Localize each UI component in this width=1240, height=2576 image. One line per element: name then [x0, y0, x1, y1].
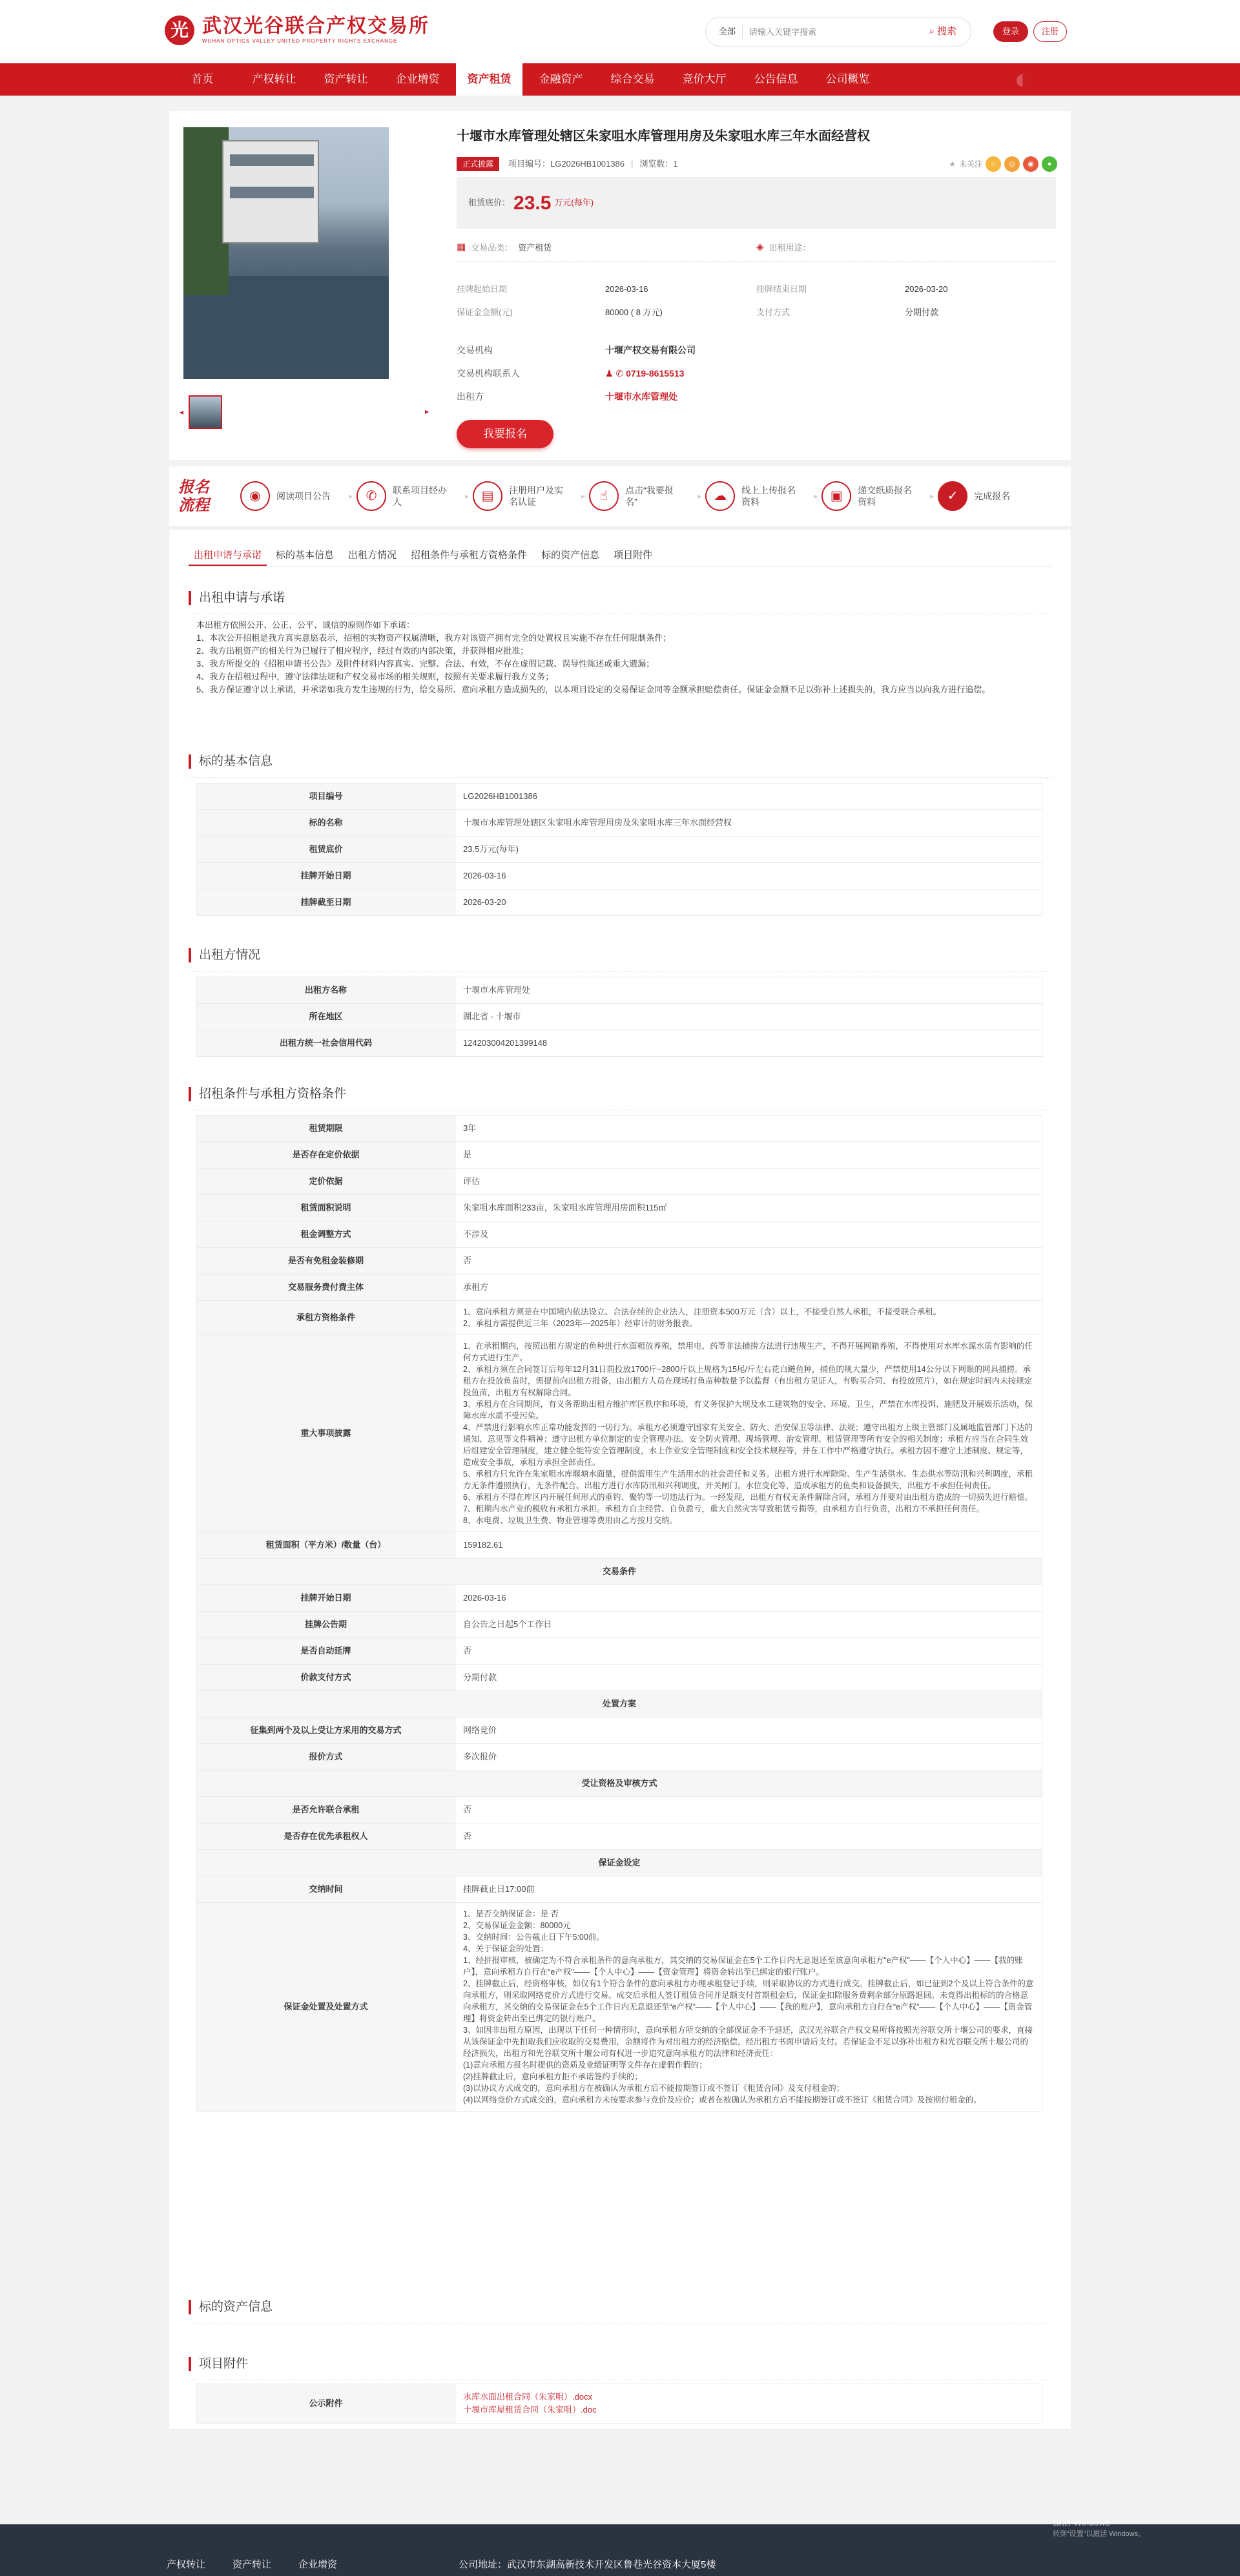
- purpose-icon: ◈: [756, 242, 764, 253]
- views-count: 1: [673, 159, 678, 169]
- windows-activation-watermark: 激活 Windows 转到“设置”以激活 Windows。: [1053, 2517, 1146, 2538]
- text-line: (1)意向承租方报名时提供的资质及业绩证明等文件存在虚假作假的；: [463, 2061, 707, 2070]
- section-title-promise: 出租申请与承诺: [189, 589, 285, 607]
- text-line: 1、经拼报审核，被确定为不符合承租条件的意向承租方，其交纳的交易保证金在5个工作日内无息退还至该意向承租方“e产权”——【个人中心】——【我的账户】，意向承租方自行在“e产权”——【个人中心】——【资金管理】将资金转出至已绑定的银行账户。: [463, 1956, 1023, 1977]
- flow-step-label: 完成报名: [974, 491, 1011, 501]
- row-value: 承租方: [455, 1274, 1042, 1301]
- flow-step-icon: ☝: [589, 481, 619, 511]
- flow-step-icon: ✆: [356, 481, 386, 511]
- flow-arrow-icon: ▸: [349, 492, 353, 501]
- row-value: 2026-03-16: [455, 863, 1042, 889]
- row-label: 挂牌公告期: [197, 1612, 455, 1638]
- row-label: 出租方统一社会信用代码: [197, 1030, 455, 1057]
- table-row: [197, 810, 1042, 836]
- table-row: [197, 1195, 1042, 1221]
- flow-step: [473, 481, 581, 511]
- attachment-link[interactable]: 十堰市库屋租赁合同（朱家咀）.doc: [463, 2405, 597, 2415]
- table-row: [197, 1142, 1042, 1169]
- row-value: 分期付款: [455, 1665, 1042, 1691]
- flow-step-icon: ▣: [822, 481, 851, 511]
- row-value: 朱家咀水库面积233亩，朱家咀水库管理用房面积115㎡: [455, 1195, 1042, 1221]
- follow-area: [949, 156, 1057, 172]
- text-line: 8、水电费、垃圾卫生费、物业管理等费用由乙方按月交纳。: [463, 1516, 677, 1525]
- detail-tab[interactable]: 出租方情况: [348, 550, 397, 561]
- row-label: 保证金处置及处置方式: [197, 1903, 455, 2112]
- table-row: [197, 977, 1042, 1004]
- promise-line: 4、我方在招租过程中，遵守法律法规和产权交易市场的相关规则，按照有关要求履行我方义务；: [196, 672, 554, 681]
- text-line: 1、在承租期内，按照出租方规定的鱼种进行水面粗放养殖，禁用电、药等非法捕捞方法进行违规生产，不得开展网箱养殖，不得使用对水库水源水质有影响的任何方式进行生产。: [463, 1342, 1033, 1362]
- detail-tab[interactable]: 标的资产信息: [541, 550, 600, 561]
- promise-line: 2、我方出租资产的相关行为已履行了相应程序，经过有效的内部决策，并获得相应批准；: [196, 646, 529, 656]
- table-row: [197, 1248, 1042, 1274]
- text-line: (3)以协议方式成交的，意向承租方在被确认为承租方后不能按期签订或不签订《租赁合同》及支付租金的；: [463, 2084, 845, 2093]
- register-button[interactable]: 注册: [1033, 21, 1067, 42]
- table-row: [197, 1004, 1042, 1030]
- flow-step-icon: ◉: [240, 481, 270, 511]
- text-line: 4、严禁进行影响水库正常功能发挥的一切行为。承租方必须遵守国家有关安全、防火、治安保卫等法律、法规；遵守出租方上级主管部门及属地监管部门下达的通知、意见等文件精神；遵守出租方单位制定的安全管理办法、安全防火管理、现场管理、治安管理、租赁管理等所有安全的相关制度；承租方应当在合同生效后组建安全管理制度，建立健全能符安全管理制度，水上作业安全管理制度和安全技术规程等，并在工作中严格遵守执行。承租方因不遵守上述制度、规定等，造成安全事故，承租方承担全部责任。: [463, 1423, 1033, 1467]
- code-label: 项目编号：: [508, 159, 551, 169]
- follow-label[interactable]: 未关注: [958, 160, 982, 169]
- search-scope-select[interactable]: 全部: [706, 25, 743, 39]
- project-meta: 正式披露 项目编号： LG2026HB1001386 | 浏览数： 1 ★ 未关注 ☆ ◎ ◉ ●: [457, 156, 1057, 172]
- site-logo[interactable]: [165, 16, 429, 45]
- table-row: [197, 836, 1042, 863]
- section-title-conditions: 招租条件与承租方资格条件: [189, 1085, 346, 1103]
- table-row: [197, 1030, 1042, 1057]
- views-label: 浏览数：: [639, 159, 674, 169]
- row-value: 23.5万元(每年): [455, 836, 1042, 863]
- flow-arrow-icon: ▸: [814, 492, 818, 501]
- row-label: 是否自动延牌: [197, 1638, 455, 1665]
- table-row: [197, 1221, 1042, 1248]
- flow-step-label: 联系项目经办人: [393, 485, 448, 507]
- detail-tab[interactable]: 项目附件: [614, 550, 653, 561]
- row-value: 否: [455, 1638, 1042, 1665]
- nav-item[interactable]: 综合交易: [610, 73, 655, 85]
- table-group-header: 交易条件: [197, 1559, 1042, 1585]
- promise-line: 本出租方依照公开、公正、公平、诚信的原则作如下承诺：: [196, 620, 415, 630]
- row-value: 2026-03-16: [455, 1585, 1042, 1612]
- star-icon[interactable]: ★: [949, 160, 956, 169]
- row-value: 否: [455, 1797, 1042, 1823]
- category-value: 资产租赁: [518, 242, 552, 253]
- price-bar: [457, 177, 1056, 229]
- row-label: 挂牌开始日期: [197, 1585, 455, 1612]
- end-date: 2026-03-20: [905, 284, 948, 295]
- row-label: 是否存在优先承租权人: [197, 1823, 455, 1850]
- table-row: [197, 1169, 1042, 1195]
- attachment-label: 公示附件: [197, 2384, 455, 2424]
- row-value: 评估: [455, 1169, 1042, 1195]
- nav-item[interactable]: 竞价大厅: [682, 73, 727, 85]
- row-label: 挂牌开始日期: [197, 863, 455, 889]
- flow-arrow-icon: ▸: [698, 492, 702, 501]
- row-label: 租金调整方式: [197, 1221, 455, 1248]
- nav-item[interactable]: 首页: [191, 73, 214, 85]
- project-main-image[interactable]: [183, 127, 389, 379]
- nav-decoration-icon: ◐: [1014, 63, 1031, 95]
- share-qzone-icon[interactable]: ☆: [986, 156, 1001, 172]
- promise-line: 5、我方保证遵守以上承诺，并承诺如我方发生违规的行为，给交易所、意向承租方造成损失的，以本项目设定的交易保证金同等金额承担赔偿责任。保证金金额不足以弥补上述损失的，我方应当以向我方进行追偿。: [196, 685, 991, 694]
- major-items-text: [455, 1335, 1042, 1532]
- row-value: 湖北省 - 十堰市: [455, 1004, 1042, 1030]
- section-title-asset: 标的资产信息: [189, 2298, 273, 2316]
- flow-arrow-icon: ▸: [930, 492, 935, 501]
- project-summary-card: [169, 111, 1071, 460]
- footer-address: 公司地址：武汉市东湖高新技术开发区鲁巷光谷资本大厦5楼: [459, 2559, 716, 2570]
- row-label: 租赁底价: [197, 836, 455, 863]
- row-value: 是: [455, 1142, 1042, 1169]
- site-header: [0, 0, 1240, 63]
- text-line: 3、承租方在合同期间，有义务帮助出租方维护库区秩序和环境，有义务保护大坝及水工建筑物的安全、环境、卫生，严禁在水库投饵、施肥及开展娱乐活动，保障水库水质不受污染。: [463, 1400, 1033, 1420]
- promise-text: [196, 619, 1040, 696]
- basic-info-table: [196, 783, 1042, 916]
- payment-method: 分期付款: [905, 307, 939, 318]
- search-input[interactable]: [743, 27, 929, 37]
- table-row: [197, 1612, 1042, 1638]
- detail-tabs: [189, 545, 1051, 566]
- share-weibo-icon[interactable]: ◎: [1004, 156, 1020, 172]
- row-label: 租赁期限: [197, 1116, 455, 1142]
- text-line: 2、挂牌截止后，经资格审核，如仅有1个符合条件的意向承租方办理承租登记手续，则采取协议的方式进行成交。挂牌截止后，如已征到2个及以上符合条件的意向承租方，则采取网络竞价方式进行交易。成交后承租人签订租赁合同并足额支付首期租金后，保证金扣除服务费剩余部分原路退回。未竞得出租标的的合格意向承租方，其交纳的交易保证金在5个工作日内无息退还至“e产权”——【个人中心】——【我的账户】，意向承租方自行在“e产权”——【个人中心】——【资金管理】将资金转出至已绑定的银行账户。: [463, 1979, 1034, 2023]
- table-row: [197, 1797, 1042, 1823]
- text-line: 1、意向承租方须是在中国境内依法设立、合法存续的企业法人，注册资本500万元（含）以上，不接受自然人承租，不接受联合承租。: [463, 1307, 942, 1316]
- row-value: 自公告之日起5个工作日: [455, 1612, 1042, 1638]
- footer-link[interactable]: 产权转让: [167, 2559, 206, 2570]
- flow-step-icon: ✓: [938, 481, 967, 511]
- contact-phone[interactable]: ♟ ✆ 0719-8615513: [605, 368, 685, 379]
- logo-title: 武汉光谷联合产权交易所: [202, 15, 429, 37]
- conditions-table: [196, 1115, 1042, 2112]
- promise-line: 1、本次公开招租是我方真实意愿表示，招租的实物资产权属清晰，我方对该资产拥有完全的处置权且实施不存在任何限制条件；: [196, 633, 672, 643]
- text-line: 3、交纳时间：公告截止日下午5:00前。: [463, 1933, 604, 1942]
- table-group-header: 处置方案: [197, 1691, 1042, 1718]
- nav-item[interactable]: 产权转让: [252, 73, 296, 85]
- text-line: 7、租期内水产业的税收有承租方承担。承租方自主经营、自负盈亏，重大自然灾害导致租赁亏损等，由承租方自行负责，出租方不承担任何责任。: [463, 1504, 984, 1513]
- row-label: 价款支付方式: [197, 1665, 455, 1691]
- attachment-link[interactable]: 水库水面出租合同（朱家咀）.docx: [463, 2392, 593, 2402]
- detail-tab[interactable]: 出租申请与承诺: [189, 545, 267, 566]
- share-tweibo-icon[interactable]: ◉: [1023, 156, 1038, 172]
- thumbnail-image[interactable]: [189, 395, 222, 429]
- row-value: 否: [455, 1248, 1042, 1274]
- text-line: 1、是否交纳保证金：是 否: [463, 1909, 559, 1918]
- nav-item[interactable]: 公告信息: [754, 73, 798, 85]
- section-title-lessor: 出租方情况: [189, 946, 260, 964]
- start-date: 2026-03-16: [605, 284, 648, 295]
- flow-step: [589, 481, 698, 511]
- search-box: [705, 17, 971, 47]
- nav-item[interactable]: 企业增资: [395, 73, 440, 85]
- table-group-header: 受让资格及审核方式: [197, 1771, 1042, 1797]
- attachments-table: [196, 2384, 1042, 2424]
- flow-step: [356, 481, 465, 511]
- logo-subtitle: WUHAN OPTICS VALLEY UNITED PROPERTY RIGHTS EXCHANGE: [202, 38, 398, 44]
- text-line: 2、承租方需提供近三年（2023年—2025年）经审计的财务报表。: [463, 1319, 698, 1328]
- table-row: [197, 889, 1042, 916]
- deposit-rules-text: [455, 1903, 1042, 2112]
- main-nav: [0, 63, 1240, 96]
- row-label: 项目编号: [197, 784, 455, 810]
- row-label: 交易服务费付费主体: [197, 1274, 455, 1301]
- row-label: 租赁面积说明: [197, 1195, 455, 1221]
- flow-arrow-icon: ▸: [465, 492, 470, 501]
- flow-step-label: 递交纸质报名资料: [858, 485, 913, 507]
- row-value: 否: [455, 1823, 1042, 1850]
- row-value: 124203004201399148: [455, 1030, 1042, 1057]
- flow-title: 报名 流程: [178, 477, 209, 514]
- text-line: (2)挂牌截止后，意向承租方拒不承诺签约手续的；: [463, 2072, 643, 2081]
- section-title-basic: 标的基本信息: [189, 753, 273, 771]
- nav-item[interactable]: 金融资产: [539, 73, 583, 85]
- flow-step: [938, 481, 1046, 511]
- info-grid: 挂牌起始日期 2026-03-16 挂牌结束日期 2026-03-20 保证金金额(元) 80000 ( 8 万元) 支付方式 分期付款: [457, 278, 1056, 324]
- deposit-amount: 80000 ( 8 万元): [605, 307, 663, 318]
- login-button[interactable]: 登录: [993, 21, 1028, 42]
- table-row: [197, 1744, 1042, 1771]
- row-label: 出租方名称: [197, 977, 455, 1004]
- detail-tab[interactable]: 标的基本信息: [276, 550, 335, 561]
- flow-step-label: 线上上传报名资料: [741, 485, 796, 507]
- flow-step-label: 注册用户及实名认证: [509, 485, 564, 507]
- row-value: 2026-03-20: [455, 889, 1042, 916]
- thumb-next-icon[interactable]: ▸: [425, 407, 429, 416]
- lessor-name: 十堰市水库管理处: [605, 391, 677, 402]
- person-icon: ♟: [605, 368, 614, 379]
- text-line: 6、承租方不得在库区内开展任何形式的垂钓、聚钓等一切违法行为。一经发现，出租方有权无条件解除合同，承租方并要对由出租方造成的一切损失进行赔偿。: [463, 1493, 1033, 1502]
- text-line: 2、交易保证金金额：80000元: [463, 1921, 571, 1930]
- nav-item[interactable]: 资产租赁: [456, 63, 522, 96]
- row-value: 多次报价: [455, 1744, 1042, 1771]
- table-row: [197, 863, 1042, 889]
- table-row: [197, 1876, 1042, 1903]
- project-title: 十堰市水库管理处辖区朱家咀水库管理用房及朱家咀水库三年水面经营权: [457, 129, 870, 143]
- table-row: [197, 1718, 1042, 1744]
- thumb-prev-icon[interactable]: ◂: [180, 408, 184, 417]
- text-line: 5、承租方只允许在朱家咀水库堰塘水面量，提供需用生产生活用水的社会责任和义务。出租方进行水库除险、生产生活供水、生态供水等防汛和兴利调度，承租方无条件遵照执行，无条件配合。出租方进行水库防汛和兴利调度，开关闸门，水位变化等，造成承租方的鱼类和设备损失，出租方不承担任何责任。: [463, 1470, 1033, 1490]
- area-value: 159182.61: [455, 1532, 1042, 1559]
- category-row: ▦ 交易品类： 资产租赁 ◈ 出租用途：: [457, 240, 1056, 255]
- lessor-info-table: [196, 977, 1042, 1057]
- table-row: [197, 1638, 1042, 1665]
- row-value: 3年: [455, 1116, 1042, 1142]
- section-title-attachments: 项目附件: [189, 2355, 248, 2373]
- flow-step-label: 点击“我要报名”: [625, 485, 674, 507]
- table-row: [197, 1274, 1042, 1301]
- flow-step-icon: ☁: [705, 481, 735, 511]
- price-value: 23.5: [513, 192, 552, 214]
- text-line: 4、关于保证金的处置：: [463, 1944, 548, 1953]
- flow-step: [822, 481, 930, 511]
- row-value: 十堰市水库管理处辖区朱家咀水库管理用房及朱家咀水库三年水面经营权: [455, 810, 1042, 836]
- row-label: 报价方式: [197, 1744, 455, 1771]
- text-line: 2、承租方须在合同签订后每年12月31日前投放1700斤~2800斤以上规格为15尾/斤左右花白鲢鱼种，捕鱼的规大量少，严禁使用14公分以下网眼的网具捕捞。承租方在投放鱼苗时，需提前向出租方报备，由出租方人员在现场打鱼苗种数量予以监督（有出租方见证人，有购买合同、有投放照片），如在规定时间内未按规定投鱼苗，出租方有权解除合同。: [463, 1365, 1033, 1397]
- nav-item[interactable]: 公司概览: [825, 73, 870, 85]
- row-label: 挂牌截至日期: [197, 889, 455, 916]
- row-value: 挂牌截止日17:00前: [455, 1876, 1042, 1903]
- row-value: 不涉及: [455, 1221, 1042, 1248]
- share-wechat-icon[interactable]: ●: [1042, 156, 1057, 172]
- exchange-org: 十堰产权交易有限公司: [605, 344, 696, 355]
- row-label: 交纳时间: [197, 1876, 455, 1903]
- footer-link[interactable]: 资产转让: [232, 2559, 272, 2570]
- table-row: [197, 784, 1042, 810]
- search-button[interactable]: ⌕ 搜索: [929, 25, 971, 39]
- search-icon: ⌕: [929, 25, 935, 37]
- row-label: 所在地区: [197, 1004, 455, 1030]
- row-label: 是否存在定价依据: [197, 1142, 455, 1169]
- category-icon: ▦: [457, 242, 466, 253]
- signup-button[interactable]: 我要报名: [457, 420, 553, 448]
- row-label: 承租方资格条件: [197, 1301, 455, 1335]
- promise-line: 3、我方所提交的《招租申请书公告》及附件材料内容真实、完整、合法、有效，不存在虚假记载、误导性陈述或重大遗漏；: [196, 659, 655, 669]
- flow-step-label: 阅读项目公告: [276, 491, 331, 501]
- footer-link[interactable]: 企业增资: [298, 2559, 338, 2570]
- row-label: 标的名称: [197, 810, 455, 836]
- row-label: 征集到两个及以上受让方采用的交易方式: [197, 1718, 455, 1744]
- flow-step: [240, 481, 349, 511]
- detail-tab[interactable]: 招租条件与承租方资格条件: [411, 550, 528, 561]
- row-label: 是否允许联合承租: [197, 1797, 455, 1823]
- org-info: 交易机构 十堰产权交易有限公司 交易机构联系人 ♟ ✆ 0719-8615513 出租方 十堰市水库管理处: [457, 338, 1056, 408]
- logo-icon: 光: [165, 16, 194, 45]
- qualification-text: [455, 1301, 1042, 1335]
- table-group-header: 保证金设定: [197, 1850, 1042, 1876]
- row-label: 重大事项披露: [197, 1335, 455, 1532]
- project-code: LG2026HB1001386: [550, 159, 625, 169]
- row-label: 是否有免租金装修期: [197, 1248, 455, 1274]
- table-row: [197, 1665, 1042, 1691]
- status-badge: 正式披露: [457, 157, 499, 171]
- row-value: 十堰市水库管理处: [455, 977, 1042, 1004]
- signup-flow: [169, 466, 1071, 526]
- price-unit: 万元(每年): [554, 198, 594, 208]
- row-label: 定价依据: [197, 1169, 455, 1195]
- row-label: 租赁面积（平方米）/数量（台）: [197, 1532, 455, 1559]
- text-line: (4)以网络竞价方式成交的，意向承租方未按要求参与竞价及应价；或者在被确认为承租方后不能按期签订或不签订《租赁合同》及按期付租金的。: [463, 2095, 982, 2104]
- flow-arrow-icon: ▸: [581, 492, 586, 501]
- nav-item[interactable]: 资产转让: [324, 73, 368, 85]
- table-row: [197, 1116, 1042, 1142]
- phone-icon: ✆: [615, 368, 624, 379]
- detail-panel: [169, 530, 1071, 2429]
- row-value: 网络竞价: [455, 1718, 1042, 1744]
- row-value: LG2026HB1001386: [455, 784, 1042, 810]
- price-label: 租赁底价：: [468, 198, 511, 208]
- thumbnail-strip: [180, 395, 222, 429]
- text-line: 3、如因非出租方原因，出现以下任何一种情形时，意向承租方所交纳的全部保证金不予退还，武汉光谷联合产权交易所将按照光谷联交所十堰公司的要求，直接从该保证金中先扣取我们应收取的交易费用，余额将作为对出租方的经济赔偿，经出租方书面申请后支付。若保证金不足以弥补出租方和光谷联交所十堰公司的经济损失，出租方和光谷联交所十堰公司有权进一步追究意向承租方的法律和经济责任：: [463, 2026, 1033, 2058]
- table-row: [197, 1585, 1042, 1612]
- table-row: [197, 1823, 1042, 1850]
- flow-step: [705, 481, 814, 511]
- flow-step-icon: ▤: [473, 481, 502, 511]
